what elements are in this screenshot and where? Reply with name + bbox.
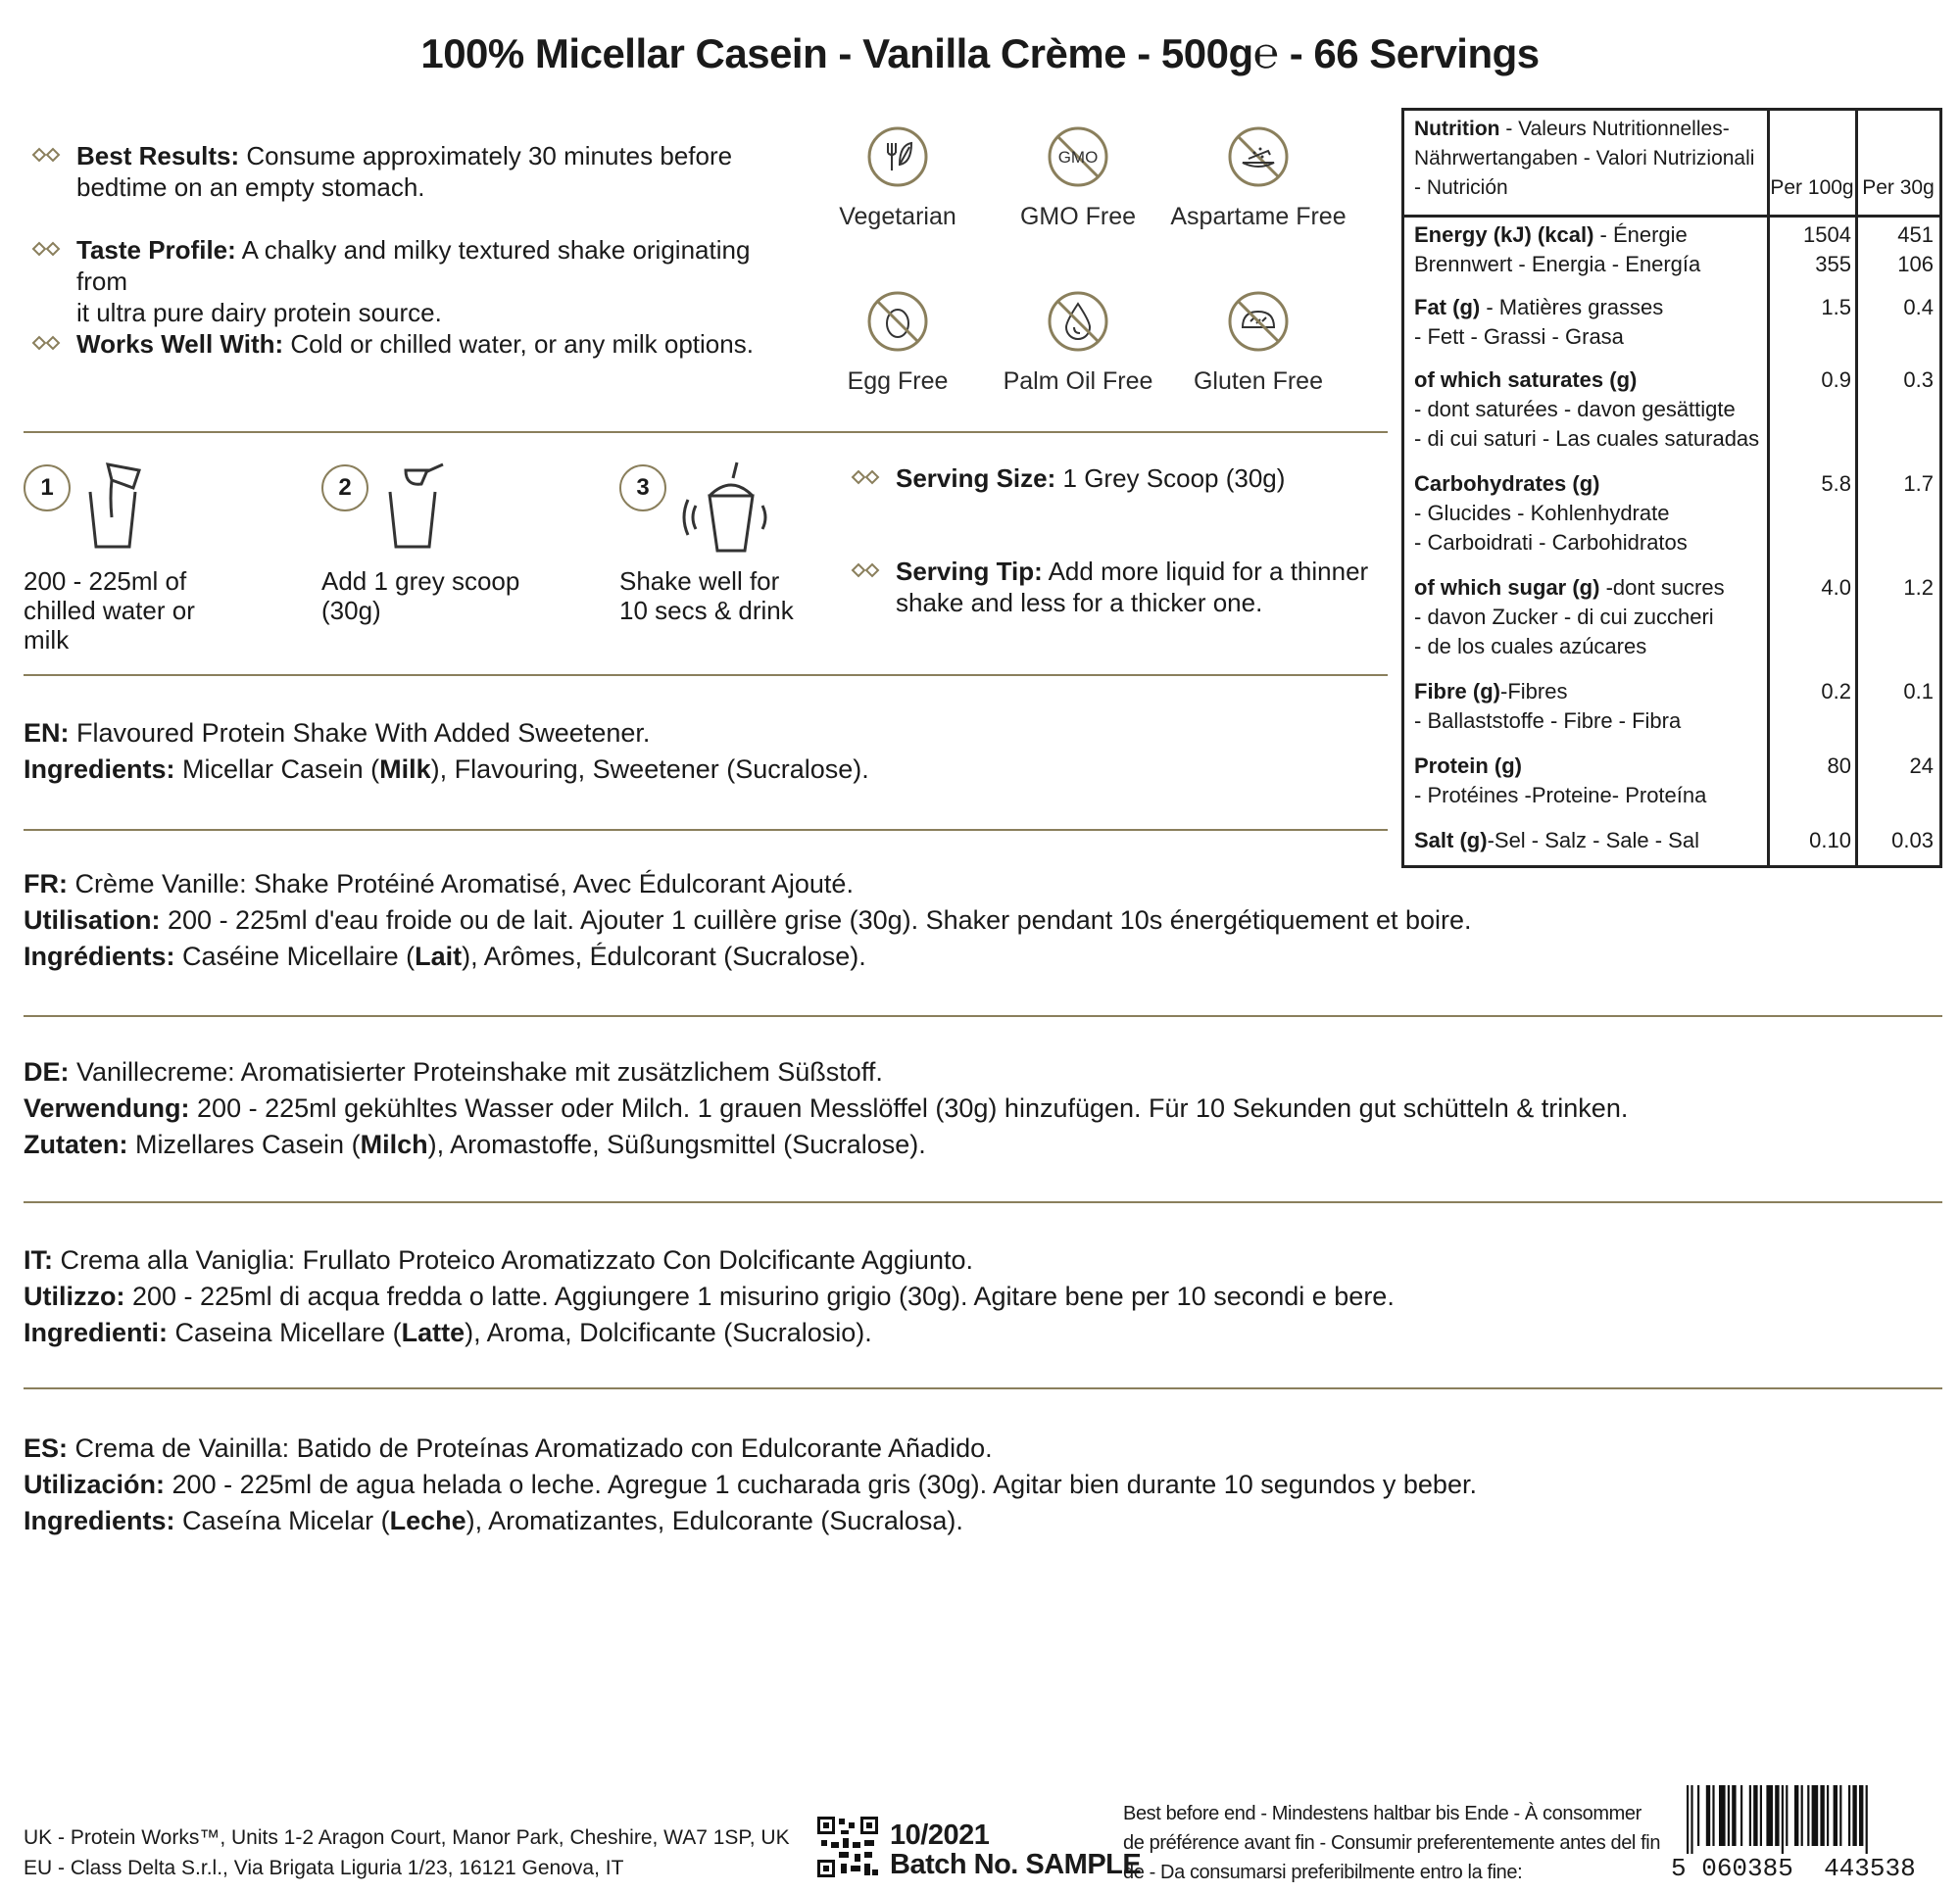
step-number-3: 3 [619, 464, 666, 511]
barcode-bar [1687, 1785, 1689, 1854]
palm-oil-free-icon [1047, 290, 1109, 353]
diamond-bullet-icon [29, 330, 63, 356]
barcode [1671, 1785, 1937, 1883]
gluten-free-icon [1227, 290, 1290, 353]
barcode-bar [1834, 1785, 1838, 1846]
address-block [24, 1822, 790, 1883]
gmo-free-icon [1047, 125, 1109, 188]
value-per-100g: 4.0 [1821, 575, 1851, 600]
barcode-bar [1827, 1785, 1829, 1846]
diamond-bullet-icon [29, 236, 63, 262]
value-per-100g: 80 [1827, 753, 1851, 778]
divider [24, 829, 1388, 831]
table-row: Energy (kJ) (kcal) - Énergie Brennwert - Energia - Energía [1414, 222, 1701, 276]
barcode-bar [1706, 1785, 1710, 1846]
divider [24, 674, 1388, 676]
serving-size: Serving Size: 1 Grey Scoop (30g) [849, 462, 1378, 494]
value-per-30g: 24 [1909, 753, 1934, 778]
qr-code-icon [817, 1817, 878, 1877]
value-per-100g: 0.2 [1821, 679, 1851, 704]
svg-text:GMO: GMO [1057, 148, 1099, 167]
serving-tip: Serving Tip: Add more liquid for a thinner shake and less for a thicker one. [849, 556, 1378, 618]
best-before-block: Best before end - Mindestens haltbar bis Ende - À consommer de préférence avant fin - Consumir preferentemente antes del fin de - Da consumarsi preferibilmente entro la fine: [1123, 1803, 1661, 1883]
barcode-bar [1820, 1785, 1824, 1846]
feature-works-well-with: Works Well With: Cold or chilled water, or any milk options. [29, 328, 794, 360]
feature-best-results: Best Results: Consume approximately 30 minutes before bedtime on an empty stomach. [29, 140, 794, 203]
barcode-bar [1807, 1785, 1809, 1846]
divider [24, 1015, 1942, 1017]
batch-block [890, 1820, 1141, 1879]
scoop-glass-icon [382, 459, 451, 551]
step-3-text: Shake well for 10 secs & drink [619, 566, 794, 625]
batch-date: 10/2021 [890, 1820, 990, 1851]
cert-aspartame-free: Aspartame Free [1170, 125, 1347, 231]
barcode-bar [1782, 1785, 1784, 1854]
section-es: ES: Crema de Vainilla: Batido de Proteínas Aromatizado con Edulcorante Añadido. Utilización: 200 - 225ml de agua helada o leche. Agregue 1 cucharada gris (30g). Agitar bien durante 10 segundos y beber. Ingredients: Caseína Micelar (Leche), Aromatizantes, Edulcorante (Sucralosa). [24, 1433, 1477, 1535]
barcode-bar [1728, 1785, 1730, 1846]
table-row: of which sugar (g) -dont sucres - davon Zucker - di cui zuccheri - de los cuales azúcares [1414, 575, 1725, 658]
barcode-bar [1801, 1785, 1803, 1846]
shaker-icon [680, 457, 770, 555]
barcode-bar [1732, 1785, 1736, 1846]
page-title [0, 29, 1960, 78]
aspartame-free-icon [1227, 125, 1290, 188]
step-number-1: 1 [24, 464, 71, 511]
barcode-bar [1697, 1785, 1699, 1846]
cert-gmo-free: GMO GMO Free [990, 125, 1166, 231]
address-eu: EU - Class Delta S.r.l., Via Brigata Liguria 1/23, 16121 Genova, IT [24, 1857, 624, 1879]
table-row: Protein (g) - Protéines -Proteine- Proteína [1414, 753, 1707, 807]
title-product: 100% Micellar Casein - Vanilla Crème - 500g [420, 30, 1253, 76]
barcode-bar [1839, 1785, 1841, 1846]
divider [24, 431, 1388, 433]
barcode-bar [1719, 1785, 1726, 1846]
estimated-sign-icon: ℮ [1252, 29, 1279, 77]
value-per-100g: 5.8 [1821, 471, 1851, 496]
value-per-30g: 0.1 [1903, 679, 1934, 704]
barcode-bar [1749, 1785, 1751, 1846]
diamond-bullet-icon [849, 558, 882, 583]
barcode-bar [1712, 1785, 1714, 1846]
feature-taste-profile: Taste Profile: A chalky and milky textured shake originating from it ultra pure dairy protein source. [29, 234, 794, 328]
value-per-100g: 0.9 [1821, 367, 1851, 392]
value-per-100g: 1.5 [1821, 295, 1851, 319]
value-per-30g: 1.7 [1903, 471, 1934, 496]
cert-egg-free: Egg Free [809, 290, 986, 396]
value-per-30g: 0.03 [1891, 828, 1934, 852]
barcode-bar [1690, 1785, 1692, 1854]
egg-free-icon [866, 290, 929, 353]
barcode-bar [1786, 1785, 1788, 1846]
cert-palm-oil-free: Palm Oil Free [990, 290, 1166, 396]
barcode-bar [1866, 1785, 1868, 1854]
divider [24, 1387, 1942, 1389]
table-row: Fibre (g)-Fibres - Ballaststoffe - Fibre - Fibra [1414, 679, 1682, 733]
step-2-text: Add 1 grey scoop (30g) [321, 566, 520, 625]
value-per-100g: 1504 355 [1803, 222, 1851, 276]
barcode-bar [1766, 1785, 1773, 1846]
batch-number: Batch No. SAMPLE [890, 1849, 1142, 1880]
table-row: of which saturates (g) - dont saturées - davon gesättigte - di cui saturi - Las cuales saturadas [1414, 367, 1760, 451]
nutrition-header: Nutrition - Valeurs Nutritionnelles- Nährwertangaben - Valori Nutrizionali - Nutrición [1414, 118, 1755, 199]
value-per-30g: 0.3 [1903, 367, 1934, 392]
table-row: Fat (g) - Matières grasses - Fett - Grassi - Grasa [1414, 295, 1664, 349]
value-per-30g: 0.4 [1903, 295, 1934, 319]
diamond-bullet-icon [29, 142, 63, 168]
table-divider [1404, 215, 1939, 218]
barcode-bar [1794, 1785, 1798, 1846]
barcode-number: 5 060385 443538 [1671, 1854, 1916, 1883]
column-header-per-100g: Per 100g [1770, 176, 1854, 199]
divider [24, 1201, 1942, 1203]
barcode-bar [1859, 1785, 1863, 1846]
barcode-bars [1671, 1785, 1937, 1854]
address-uk: UK - Protein Works™, Units 1-2 Aragon Court, Manor Park, Cheshire, WA7 1SP, UK [24, 1826, 790, 1849]
cert-gluten-free: Gluten Free [1170, 290, 1347, 396]
nutrition-table [1401, 108, 1942, 868]
table-row: Carbohydrates (g) - Glucides - Kohlenhydrate - Carboidrati - Carbohidratos [1414, 471, 1688, 555]
step-1-text: 200 - 225ml of chilled water or milk [24, 566, 195, 655]
table-row: Salt (g)-Sel - Salz - Sale - Sal [1414, 828, 1699, 852]
leaf-fork-icon [866, 125, 929, 188]
barcode-bar [1812, 1785, 1819, 1846]
section-it: IT: Crema alla Vaniglia: Frullato Proteico Aromatizzato Con Dolcificante Aggiunto. Utilizzo: 200 - 225ml di acqua fredda o latte. Aggiungere 1 misurino grigio (30g). Agitare bene per 10 secondi e bere. Ingredienti: Caseina Micellare (Latte), Aroma, Dolcificante (Sucralosio). [24, 1245, 1395, 1347]
barcode-bar [1775, 1785, 1779, 1846]
title-servings: - 66 Servings [1289, 30, 1540, 76]
step-number-2: 2 [321, 464, 368, 511]
value-per-100g: 0.10 [1809, 828, 1851, 852]
column-header-per-30g: Per 30g [1862, 176, 1935, 199]
glass-pour-icon [82, 459, 151, 551]
barcode-bar [1753, 1785, 1757, 1846]
barcode-bar [1760, 1785, 1762, 1846]
section-de: DE: Vanillecreme: Aromatisierter Proteinshake mit zusätzlichem Süßstoff. Verwendung: 200 - 225ml gekühltes Wasser oder Milch. 1 grauen Messlöffel (30g) hinzufügen. Für 10 Sekunden gut schütteln & trinken. Zutaten: Mizellares Casein (Milch), Aromastoffe, Süßungsmittel (Sucralose). [24, 1057, 1629, 1159]
cert-vegetarian: Vegetarian [809, 125, 986, 231]
barcode-bar [1852, 1785, 1856, 1846]
section-en: EN: Flavoured Protein Shake With Added Sweetener. Ingredients: Micellar Casein (Milk), Flavouring, Sweetener (Sucralose). [24, 718, 869, 784]
barcode-bar [1848, 1785, 1850, 1846]
section-fr: FR: Crème Vanille: Shake Protéiné Aromatisé, Avec Édulcorant Ajouté. Utilisation: 200 - 225ml d'eau froide ou de lait. Ajouter 1 cuillère grise (30g). Shaker pendant 10s énergétiquement et boire. Ingrédients: Caséine Micellaire (Lait), Arômes, Édulcorant (Sucralose). [24, 869, 1472, 971]
value-per-30g: 1.2 [1903, 575, 1934, 600]
barcode-bar [1740, 1785, 1742, 1846]
diamond-bullet-icon [849, 464, 882, 490]
value-per-30g: 451 106 [1897, 222, 1934, 276]
